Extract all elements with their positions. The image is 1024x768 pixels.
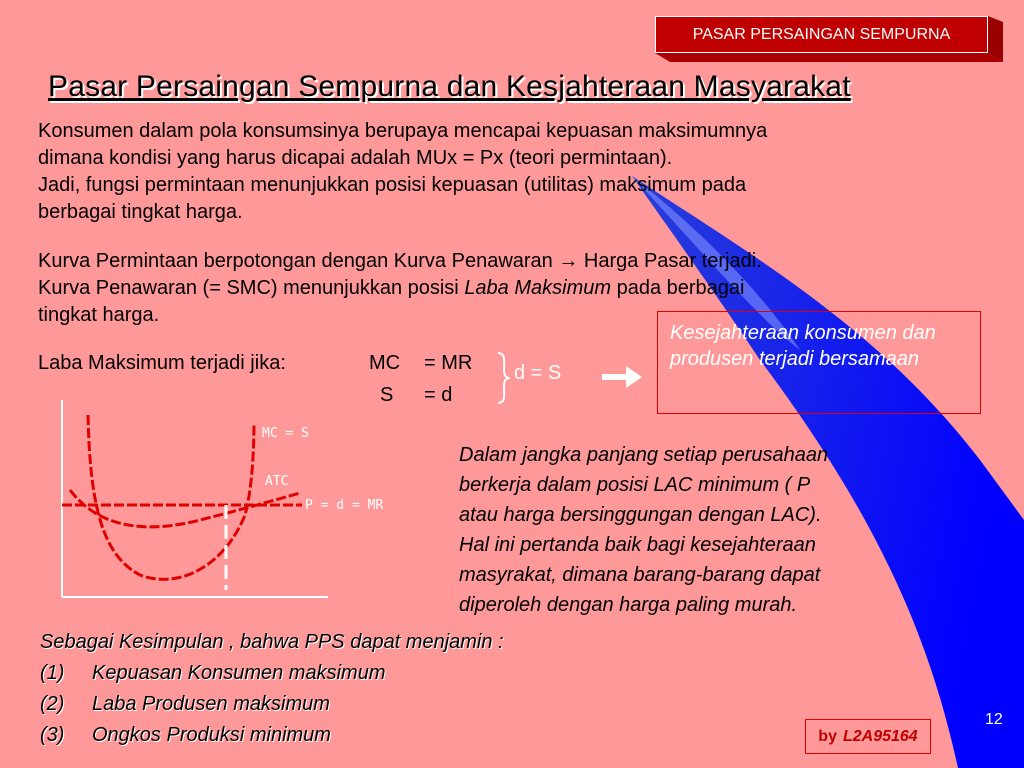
- label-price: P = d = MR: [305, 498, 384, 513]
- section-badge: [655, 16, 1003, 62]
- note-line2: berkerja dalam posisi LAC minimum ( P: [459, 474, 811, 496]
- conclusion-item: [40, 720, 504, 751]
- item-number: (1): [40, 662, 65, 684]
- item-number: (2): [40, 693, 65, 715]
- p2-line3: tingkat harga.: [38, 304, 160, 326]
- condition-eq1-left: MC: [369, 352, 401, 374]
- condition-result: d = S: [514, 362, 562, 384]
- label-mc-s: MC = S: [262, 426, 309, 441]
- paragraph-consumer: [38, 118, 978, 226]
- note-line5: masyrakat, dimana barang-barang dapat: [459, 564, 821, 586]
- welfare-box: Kesejahteraan konsumen dan produsen terjadi bersamaan: [657, 311, 981, 414]
- conclusion-item: [40, 689, 504, 720]
- cost-curve-chart: [40, 395, 430, 610]
- long-run-note: [459, 440, 959, 620]
- label-atc: ATC: [265, 474, 289, 489]
- condition-eq2-right: = d: [424, 384, 453, 406]
- result-arrow-icon: [602, 366, 644, 388]
- condition-prefix: Laba Maksimum terjadi jika:: [38, 352, 286, 374]
- p2-line2-a: Kurva Penawaran (= SMC) menunjukkan posisi: [38, 277, 465, 299]
- note-line6: diperoleh dengan harga paling murah.: [459, 594, 798, 616]
- p1-line3: Jadi, fungsi permintaan menunjukkan posisi kepuasan (utilitas) maksimum pada: [38, 174, 747, 196]
- p2-line2-b: pada berbagai: [611, 277, 745, 299]
- page-title: Pasar Persaingan Sempurna dan Kesjahteraan Masyarakat: [48, 70, 851, 103]
- p2-line1: [38, 248, 978, 275]
- conclusion-block: [40, 627, 504, 751]
- mc-curve: [88, 415, 254, 579]
- condition-eq2-left: S: [380, 384, 394, 406]
- item-text: Kepuasan Konsumen maksimum: [92, 662, 386, 684]
- item-text: Laba Produsen maksimum: [92, 693, 330, 715]
- condition-eq1-right: = MR: [424, 352, 473, 374]
- p2-line2-emphasis: Laba Maksimum: [464, 277, 612, 299]
- p2-line2: [38, 275, 978, 302]
- page-number: 12: [985, 711, 1003, 728]
- note-line3: atau harga bersinggungan dengan LAC).: [459, 504, 822, 526]
- p1-line4: berbagai tingkat harga.: [38, 201, 243, 223]
- note-line4: Hal ini pertanda baik bagi kesejahteraan: [459, 534, 816, 556]
- p2-line1-b: Harga Pasar terjadi.: [578, 250, 762, 272]
- p2-line1-a: Kurva Permintaan berpotongan dengan Kurva Penawaran: [38, 250, 559, 272]
- author-signature: L2A95164: [842, 727, 918, 745]
- section-badge-label: PASAR PERSAINGAN SEMPURNA: [655, 16, 988, 53]
- right-arrow-icon: →: [558, 250, 579, 272]
- p1-line2: dimana kondisi yang harus dicapai adalah MUx = Px (teori permintaan).: [38, 147, 673, 169]
- atc-curve: [70, 490, 300, 527]
- note-line1: Dalam jangka panjang setiap perusahaan: [459, 444, 829, 466]
- item-text: Ongkos Produksi minimum: [92, 724, 331, 746]
- conclusion-heading: Sebagai Kesimpulan , bahwa PPS dapat menjamin :: [40, 631, 504, 653]
- author-credit: [805, 719, 931, 754]
- item-number: (3): [40, 724, 65, 746]
- conclusion-item: [40, 658, 504, 689]
- by-label: by: [818, 727, 837, 745]
- p1-line1: Konsumen dalam pola konsumsinya berupaya mencapai kepuasan maksimumnya: [38, 120, 768, 142]
